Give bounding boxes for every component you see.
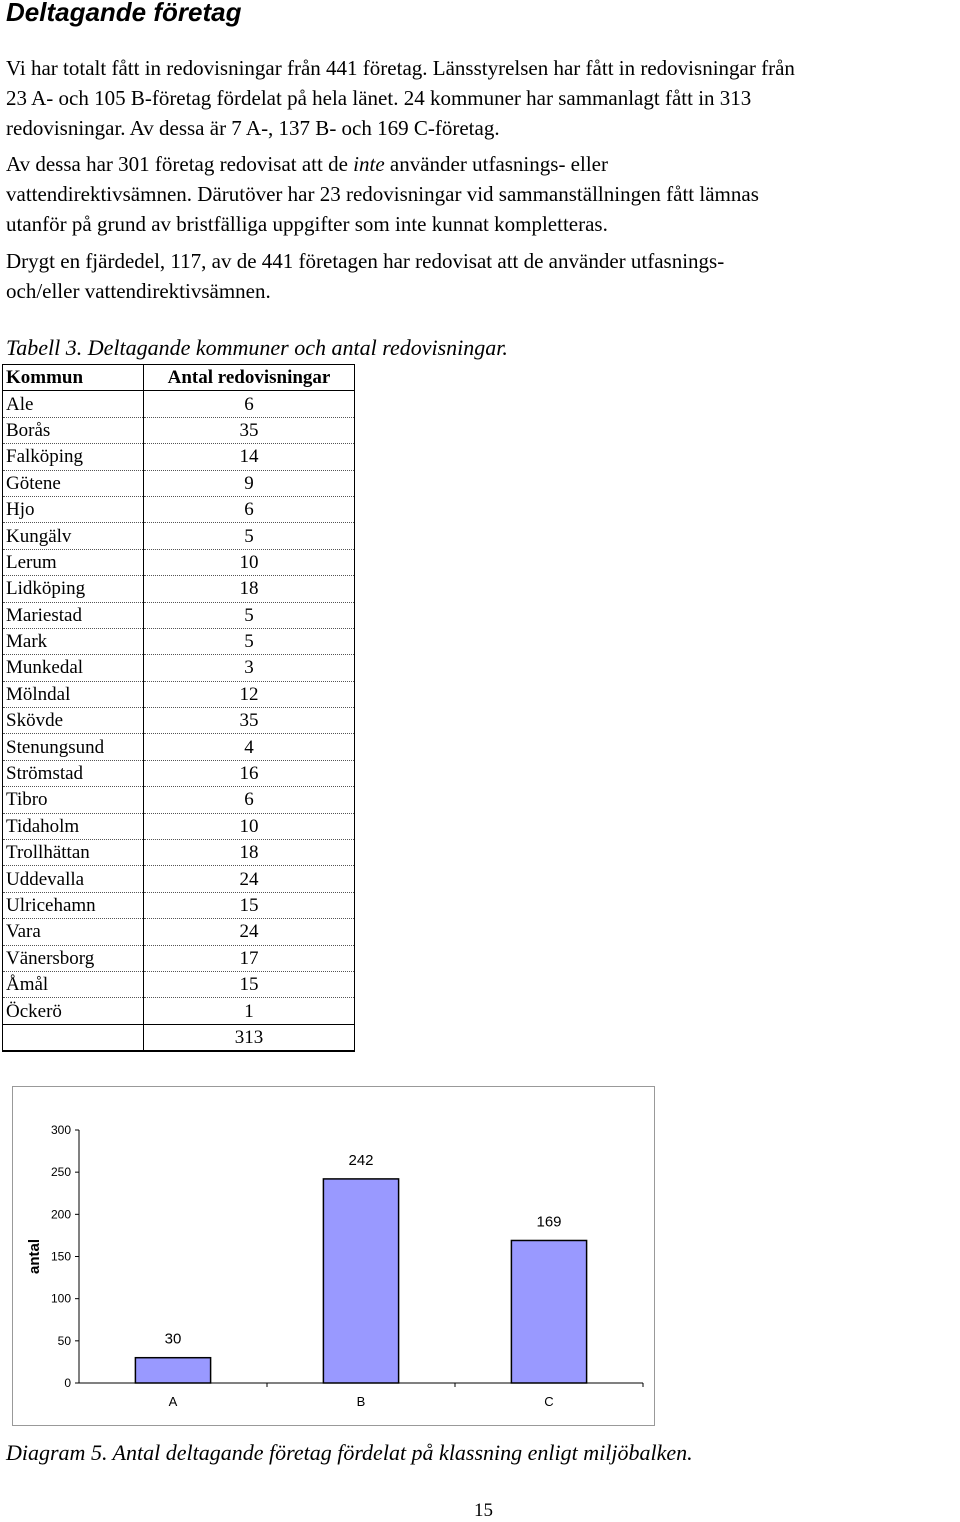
antal-cell: 17 <box>144 945 355 971</box>
antal-cell: 6 <box>144 496 355 522</box>
kommun-table <box>2 364 355 1052</box>
antal-cell: 5 <box>144 602 355 628</box>
antal-cell: 1 <box>144 998 355 1024</box>
kommun-cell: Hjo <box>3 496 144 522</box>
kommun-cell: Trollhättan <box>3 840 144 866</box>
table-caption: Tabell 3. Deltagande kommuner och antal redovisningar. <box>6 335 508 360</box>
table-row <box>3 813 355 839</box>
kommun-cell: Strömstad <box>3 760 144 786</box>
emphasis-text: inte <box>353 152 385 176</box>
antal-cell: 5 <box>144 628 355 654</box>
antal-cell: 9 <box>144 470 355 496</box>
paragraph-3 <box>6 246 960 306</box>
kommun-cell: Ulricehamn <box>3 892 144 918</box>
kommun-cell: Lidköping <box>3 576 144 602</box>
table-row <box>3 945 355 971</box>
bar-A <box>135 1358 210 1383</box>
antal-cell: 18 <box>144 576 355 602</box>
antal-cell: 35 <box>144 417 355 443</box>
table-row <box>3 655 355 681</box>
y-tick-label: 250 <box>50 1165 71 1180</box>
table-row <box>3 444 355 470</box>
antal-cell: 18 <box>144 840 355 866</box>
kommun-cell: Mark <box>3 628 144 654</box>
table-row <box>3 391 355 417</box>
antal-cell: 10 <box>144 549 355 575</box>
data-label-B: 242 <box>348 1151 374 1169</box>
kommun-cell: Vara <box>3 919 144 945</box>
y-axis-label: antal <box>26 1238 43 1275</box>
antal-cell: 24 <box>144 919 355 945</box>
kommun-cell: Mariestad <box>3 602 144 628</box>
table-row <box>3 919 355 945</box>
kommun-cell: Ale <box>3 391 144 417</box>
antal-cell: 12 <box>144 681 355 707</box>
table-row <box>3 602 355 628</box>
paragraph-text: använder utfasnings- eller <box>384 152 608 176</box>
paragraph-2 <box>6 149 960 239</box>
table-row <box>3 787 355 813</box>
y-tick-label: 50 <box>57 1333 71 1348</box>
antal-cell: 24 <box>144 866 355 892</box>
paragraph-line: vattendirektivsämnen. Därutöver har 23 redovisningar vid sammanställningen fått lämnas <box>6 182 759 206</box>
antal-cell: 6 <box>144 787 355 813</box>
kommun-cell: Skövde <box>3 708 144 734</box>
kommun-cell: Götene <box>3 470 144 496</box>
table-row <box>3 840 355 866</box>
kommun-cell: Mölndal <box>3 681 144 707</box>
x-tick-label-A: A <box>168 1394 178 1409</box>
kommun-cell: Öckerö <box>3 998 144 1024</box>
diagram-caption: Diagram 5. Antal deltagande företag fördelat på klassning enligt miljöbalken. <box>6 1440 693 1465</box>
table-row <box>3 734 355 760</box>
kommun-cell: Åmål <box>3 971 144 997</box>
bar-C <box>511 1240 586 1383</box>
table-row <box>3 549 355 575</box>
paragraph-1 <box>6 53 960 143</box>
data-label-A: 30 <box>164 1330 182 1348</box>
table-row <box>3 470 355 496</box>
table-row <box>3 971 355 997</box>
table-row <box>3 760 355 786</box>
antal-cell: 16 <box>144 760 355 786</box>
y-tick-label: 300 <box>50 1123 71 1137</box>
paragraph-line: Drygt en fjärdedel, 117, av de 441 företagen har redovisat att de använder utfasnings- <box>6 249 725 273</box>
paragraph-line: 23 A- och 105 B-företag fördelat på hela länet. 24 kommuner har sammanlagt fått in 313 <box>6 86 752 110</box>
bar-B <box>323 1179 398 1383</box>
kommun-cell: Kungälv <box>3 523 144 549</box>
kommun-cell: Munkedal <box>3 655 144 681</box>
table-row <box>3 681 355 707</box>
x-tick-label-B: B <box>356 1394 366 1409</box>
section-heading: Deltagande företag <box>6 0 242 27</box>
kommun-cell: Borås <box>3 417 144 443</box>
y-tick-label: 200 <box>50 1207 71 1222</box>
paragraph-line: Vi har totalt fått in redovisningar från 441 företag. Länsstyrelsen har fått in redovisningar från <box>6 56 795 80</box>
y-tick-label: 100 <box>50 1291 71 1306</box>
kommun-cell: Lerum <box>3 549 144 575</box>
table-row <box>3 628 355 654</box>
paragraph-line: och/eller vattendirektivsämnen. <box>6 279 271 303</box>
antal-cell: 6 <box>144 391 355 417</box>
table-row <box>3 998 355 1024</box>
antal-cell: 14 <box>144 444 355 470</box>
table-row <box>3 417 355 443</box>
table-row <box>3 866 355 892</box>
table-row <box>3 708 355 734</box>
table-row <box>3 523 355 549</box>
paragraph-text: Av dessa har 301 företag redovisat att de <box>6 152 354 176</box>
page-number: 15 <box>474 1500 493 1521</box>
table-row <box>3 496 355 522</box>
kommun-cell: Tidaholm <box>3 813 144 839</box>
data-label-C: 169 <box>536 1213 562 1231</box>
paragraph-line: redovisningar. Av dessa är 7 A-, 137 B- och 169 C-företag. <box>6 116 500 140</box>
table-total-row <box>3 1024 355 1051</box>
y-tick-label: 150 <box>50 1249 71 1264</box>
total-label-cell <box>3 1024 144 1051</box>
antal-cell: 15 <box>144 892 355 918</box>
antal-cell: 10 <box>144 813 355 839</box>
kommun-cell: Falköping <box>3 444 144 470</box>
kommun-cell: Tibro <box>3 787 144 813</box>
table-row <box>3 576 355 602</box>
column-header-kommun: Kommun <box>3 365 144 391</box>
antal-cell: 4 <box>144 734 355 760</box>
column-header-antal: Antal redovisningar <box>144 365 355 391</box>
x-tick-label-C: C <box>544 1394 554 1409</box>
table-header-row <box>3 365 355 391</box>
bar-chart <box>12 1086 655 1426</box>
paragraph-line <box>6 149 960 179</box>
antal-cell: 35 <box>144 708 355 734</box>
kommun-cell: Vänersborg <box>3 945 144 971</box>
chart-svg <box>13 1087 656 1427</box>
antal-cell: 3 <box>144 655 355 681</box>
kommun-cell: Uddevalla <box>3 866 144 892</box>
kommun-cell: Stenungsund <box>3 734 144 760</box>
total-value-cell: 313 <box>144 1024 355 1051</box>
antal-cell: 5 <box>144 523 355 549</box>
paragraph-line: utanför på grund av bristfälliga uppgifter som inte kunnat kompletteras. <box>6 212 608 236</box>
table-row <box>3 892 355 918</box>
antal-cell: 15 <box>144 971 355 997</box>
y-tick-label: 0 <box>64 1376 71 1390</box>
